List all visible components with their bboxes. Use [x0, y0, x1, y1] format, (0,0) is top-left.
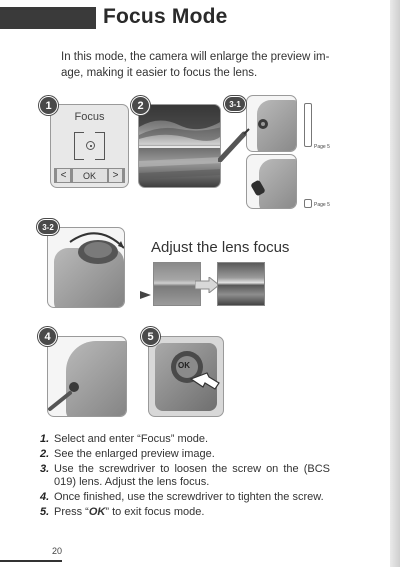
focus-mode-screen — [50, 104, 129, 188]
rotate-arrow-icon — [48, 228, 125, 308]
focus-bracket-left — [74, 132, 84, 160]
step-item: 4. Once finished, use the screwdriver to tighten the screw. — [40, 491, 324, 503]
tighten-screw-illustration — [47, 336, 127, 417]
sharp-preview-thumbnail — [217, 262, 265, 306]
screwdriver-icon — [218, 128, 250, 162]
step-badge-4: 4 — [38, 327, 57, 346]
title-bar — [0, 7, 96, 29]
step-badge-3-1: 3-1 — [224, 96, 246, 112]
pointer-arrow-icon — [138, 290, 152, 300]
page-edge-shadow — [390, 0, 400, 567]
enlarged-preview-image — [138, 104, 221, 188]
screwdriver-reference-icon — [304, 103, 312, 147]
right-arrow-button: > — [109, 169, 122, 182]
step-item: 2. See the enlarged preview image. — [40, 448, 215, 460]
step-badge-3-2: 3-2 — [37, 219, 59, 235]
ok-button-label: OK — [178, 361, 190, 370]
transition-arrow-icon — [195, 277, 219, 293]
lens-tool-icon — [247, 155, 297, 209]
screw-tighten-icon — [48, 337, 127, 417]
seascape-illustration — [139, 105, 221, 188]
step-item: 3. Use the screwdriver to loosen the screw on the (BCS 019) lens. Adjust the lens focus. — [40, 463, 330, 488]
screen-button-bar — [54, 168, 125, 183]
step-badge-2: 2 — [131, 96, 150, 115]
intro-paragraph: In this mode, the camera will enlarge the preview im- age, making it easier to focus the lens. — [61, 51, 330, 79]
focus-target-icon — [86, 141, 95, 150]
page-title: Focus Mode — [103, 5, 228, 28]
lens-tool-reference-icon — [304, 199, 312, 208]
blurry-preview-thumbnail — [153, 262, 201, 306]
lens-screw-closeup — [246, 95, 297, 152]
step-item: 5. Press “OK” to exit focus mode. — [40, 506, 205, 518]
ok-button: OK — [73, 169, 107, 182]
instruction-steps — [40, 433, 330, 521]
page-reference-bottom: Page 5 — [314, 202, 330, 208]
focus-bracket-right — [95, 132, 105, 160]
step-badge-1: 1 — [39, 96, 58, 115]
adjust-lens-focus-title: Adjust the lens focus — [151, 239, 290, 256]
ok-press-icon — [149, 337, 224, 417]
step-item: 1. Select and enter “Focus” mode. — [40, 433, 209, 445]
page-reference-top: Page 5 — [314, 144, 330, 150]
screw-icon — [247, 96, 297, 152]
lens-rotation-illustration — [47, 227, 125, 308]
step-badge-5: 5 — [141, 327, 160, 346]
lens-closeup-2 — [246, 154, 297, 209]
focus-screen-label: Focus — [74, 111, 105, 123]
left-arrow-button: < — [57, 169, 70, 182]
page-number: 20 — [52, 546, 63, 556]
press-ok-illustration — [148, 336, 224, 417]
footer-rule — [0, 560, 62, 562]
